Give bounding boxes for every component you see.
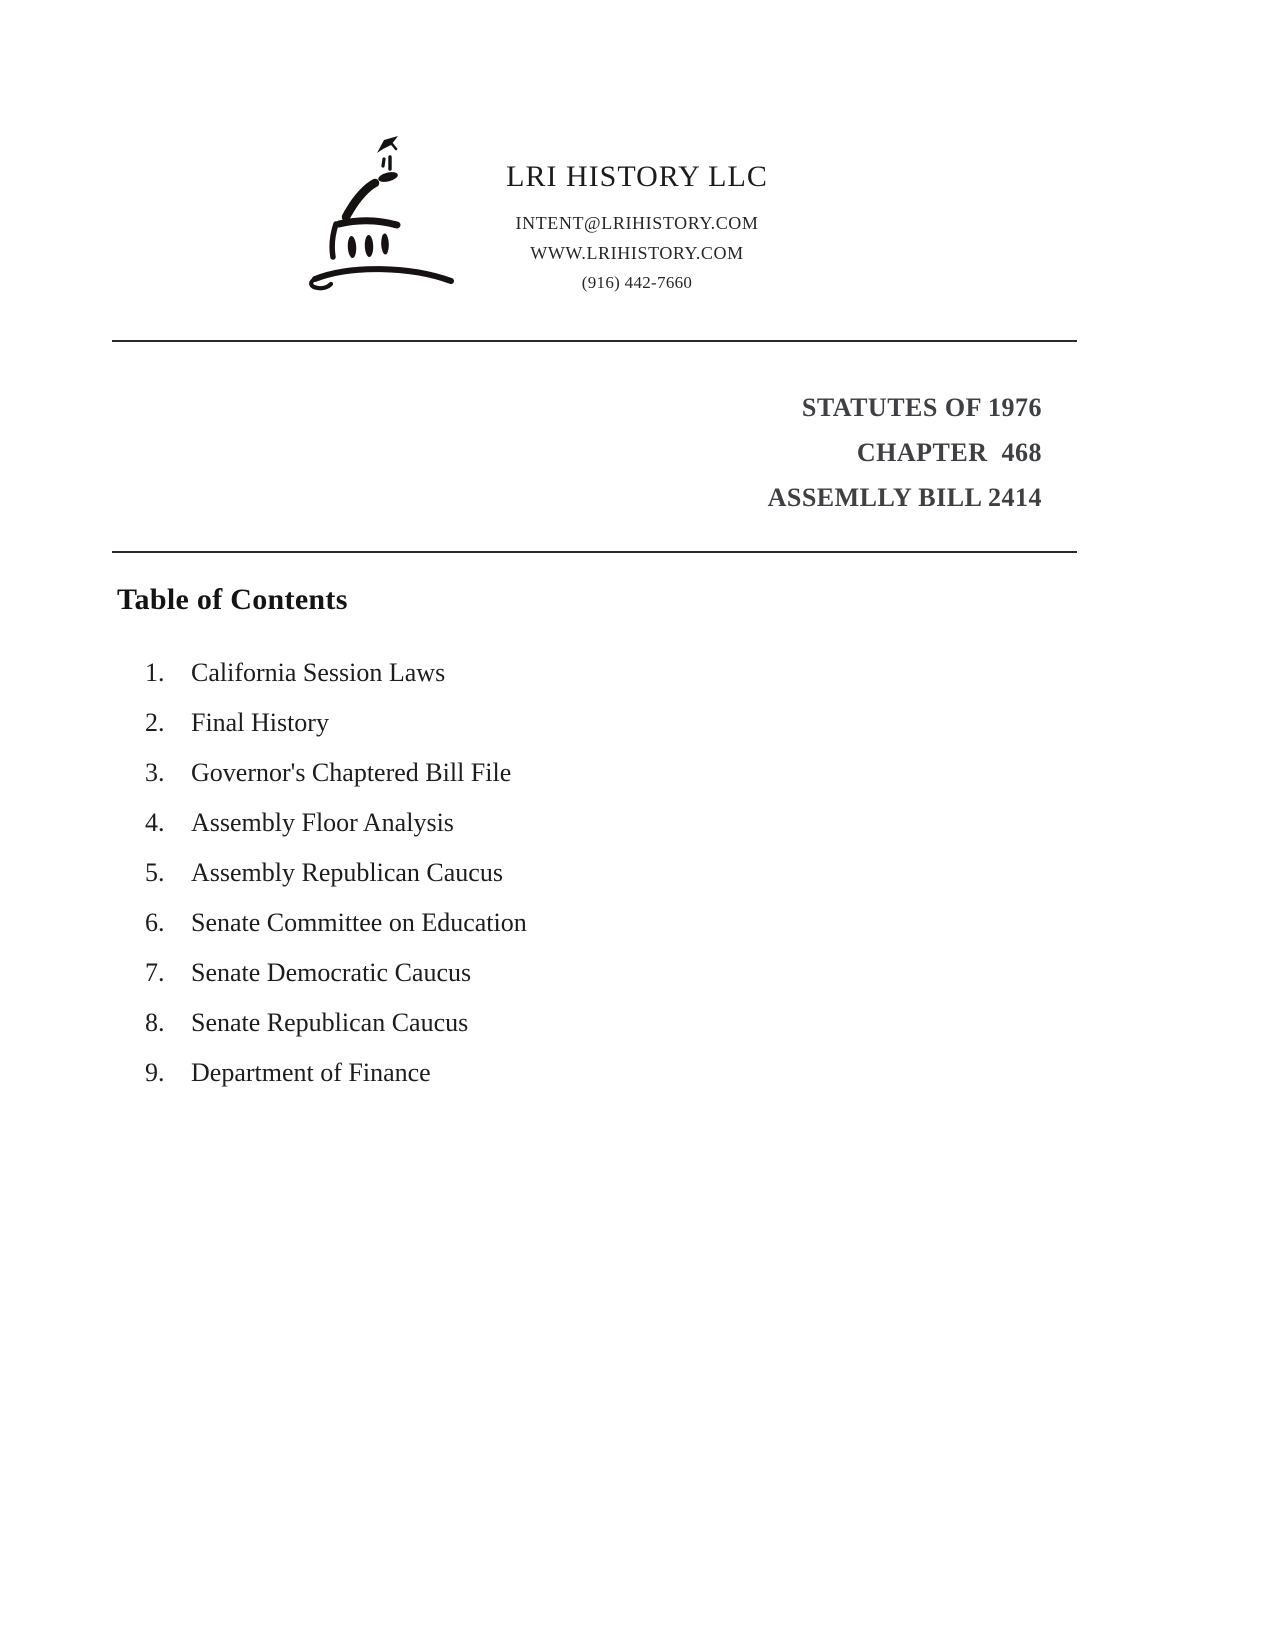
list-item-number: 4. xyxy=(145,808,165,837)
statutes-year-line: STATUTES OF 1976 xyxy=(801,393,1042,422)
list-item-number: 9. xyxy=(145,1058,165,1087)
divider-bottom xyxy=(112,551,1077,553)
toc-list xyxy=(145,648,845,1098)
list-item-label: Department of Finance xyxy=(191,1058,431,1087)
list-item-label: Senate Republican Caucus xyxy=(191,1008,469,1037)
list-item-number: 3. xyxy=(145,758,165,787)
list-item-number: 8. xyxy=(145,1008,165,1037)
list-item xyxy=(145,998,845,1048)
company-phone: (916) 442-7660 xyxy=(581,273,693,292)
list-item-label: Senate Committee on Education xyxy=(191,908,527,937)
list-item-label: Senate Democratic Caucus xyxy=(191,958,472,987)
document-title-block xyxy=(768,385,1042,520)
company-website: WWW.LRIHISTORY.COM xyxy=(530,243,744,263)
list-item-label: Final History xyxy=(191,708,329,737)
list-item-label: California Session Laws xyxy=(191,658,446,687)
divider-top xyxy=(112,340,1077,342)
list-item xyxy=(145,648,845,698)
list-item xyxy=(145,948,845,998)
list-item xyxy=(145,748,845,798)
list-item xyxy=(145,848,845,898)
company-email: INTENT@LRIHISTORY.COM xyxy=(515,213,759,233)
list-item-number: 2. xyxy=(145,708,165,737)
toc-heading: Table of Contents xyxy=(117,583,348,616)
list-item-number: 5. xyxy=(145,858,165,887)
letterhead xyxy=(456,158,818,298)
company-name: LRI HISTORY LLC xyxy=(506,160,768,193)
assembly-bill-line: ASSEMLLY BILL 2414 xyxy=(767,483,1042,512)
list-item-label: Governor's Chaptered Bill File xyxy=(191,758,512,787)
list-item-label: Assembly Floor Analysis xyxy=(191,808,454,837)
list-item xyxy=(145,798,845,848)
chapter-line: CHAPTER 468 xyxy=(856,438,1042,467)
list-item-label: Assembly Republican Caucus xyxy=(191,858,503,887)
list-item-number: 7. xyxy=(145,958,165,987)
list-item xyxy=(145,1048,845,1098)
list-item xyxy=(145,898,845,948)
contact-block xyxy=(456,208,818,298)
list-item-number: 1. xyxy=(145,658,165,687)
list-item xyxy=(145,698,845,748)
list-item-number: 6. xyxy=(145,908,165,937)
